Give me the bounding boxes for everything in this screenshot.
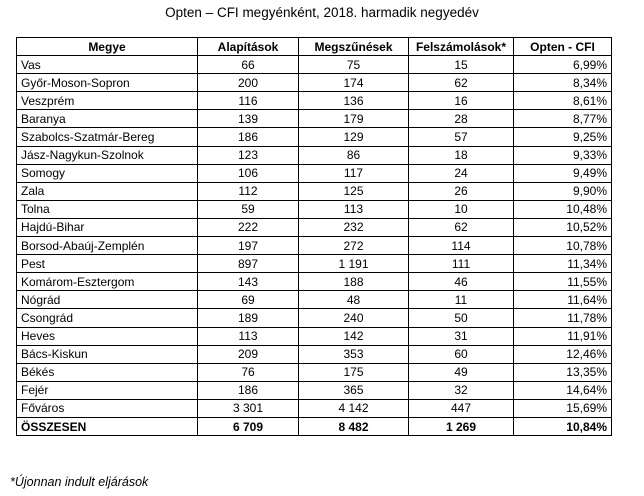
felszamolasok-cell: 28 (409, 110, 514, 128)
felszamolasok-cell: 57 (409, 128, 514, 146)
megszunesek-cell: 188 (299, 273, 409, 291)
table-row (17, 273, 612, 291)
alapitasok-cell: 76 (198, 363, 299, 381)
table-row (17, 110, 612, 128)
header-felszamolasok: Felszámolások* (409, 38, 514, 56)
cfi-cell: 14,64% (514, 381, 612, 399)
table-row (17, 255, 612, 273)
table-row (17, 381, 612, 399)
cfi-cell: 12,46% (514, 345, 612, 363)
felszamolasok-cell: 26 (409, 182, 514, 200)
megszunesek-cell: 75 (299, 56, 409, 74)
megszunesek-cell: 129 (299, 128, 409, 146)
alapitasok-cell: 143 (198, 273, 299, 291)
felszamolasok-cell: 62 (409, 74, 514, 92)
alapitasok-cell: 222 (198, 218, 299, 236)
county-name: Komárom-Esztergom (17, 273, 198, 291)
header-alapitasok: Alapítások (198, 38, 299, 56)
table-row (17, 128, 612, 146)
megszunesek-cell: 174 (299, 74, 409, 92)
alapitasok-cell: 106 (198, 164, 299, 182)
header-row (17, 38, 612, 56)
megszunesek-cell: 48 (299, 291, 409, 309)
megszunesek-cell: 175 (299, 363, 409, 381)
county-name: Csongrád (17, 309, 198, 327)
cfi-cell: 13,35% (514, 363, 612, 381)
cfi-cell: 10,48% (514, 200, 612, 218)
county-name: Békés (17, 363, 198, 381)
megszunesek-cell: 232 (299, 218, 409, 236)
table-row (17, 218, 612, 236)
alapitasok-cell: 123 (198, 146, 299, 164)
felszamolasok-cell: 111 (409, 255, 514, 273)
megszunesek-cell: 179 (299, 110, 409, 128)
table-row (17, 146, 612, 164)
alapitasok-cell: 186 (198, 381, 299, 399)
felszamolasok-cell: 60 (409, 345, 514, 363)
county-name: Győr-Moson-Sopron (17, 74, 198, 92)
county-name: Zala (17, 182, 198, 200)
header-megszunesek: Megszűnések (299, 38, 409, 56)
county-name: Somogy (17, 164, 198, 182)
alapitasok-cell: 3 301 (198, 399, 299, 417)
felszamolasok-cell: 16 (409, 92, 514, 110)
county-name: Jász-Nagykun-Szolnok (17, 146, 198, 164)
megszunesek-cell: 125 (299, 182, 409, 200)
alapitasok-cell: 897 (198, 255, 299, 273)
county-name: Tolna (17, 200, 198, 218)
megszunesek-cell: 117 (299, 164, 409, 182)
felszamolasok-cell: 24 (409, 164, 514, 182)
header-opten-cfi: Opten - CFI (514, 38, 612, 56)
alapitasok-cell: 59 (198, 200, 299, 218)
table-row (17, 182, 612, 200)
total-label: ÖSSZESEN (17, 417, 198, 435)
felszamolasok-cell: 46 (409, 273, 514, 291)
alapitasok-cell: 116 (198, 92, 299, 110)
total-alapitasok: 6 709 (198, 417, 299, 435)
alapitasok-cell: 113 (198, 327, 299, 345)
cfi-cell: 8,34% (514, 74, 612, 92)
alapitasok-cell: 189 (198, 309, 299, 327)
cfi-cell: 15,69% (514, 399, 612, 417)
felszamolasok-cell: 11 (409, 291, 514, 309)
table-row (17, 92, 612, 110)
table-title: Opten – CFI megyénként, 2018. harmadik negyedév (165, 5, 479, 20)
total-felszamolasok: 1 269 (409, 417, 514, 435)
megszunesek-cell: 4 142 (299, 399, 409, 417)
felszamolasok-cell: 15 (409, 56, 514, 74)
megszunesek-cell: 272 (299, 237, 409, 255)
table-row (17, 200, 612, 218)
megszunesek-cell: 365 (299, 381, 409, 399)
alapitasok-cell: 197 (198, 237, 299, 255)
table-row (17, 74, 612, 92)
county-name: Veszprém (17, 92, 198, 110)
table-row (17, 237, 612, 255)
cfi-cell: 8,61% (514, 92, 612, 110)
total-cfi: 10,84% (514, 417, 612, 435)
header-megye: Megye (17, 38, 198, 56)
cfi-cell: 10,78% (514, 237, 612, 255)
megszunesek-cell: 240 (299, 309, 409, 327)
felszamolasok-cell: 447 (409, 399, 514, 417)
total-row (17, 417, 612, 435)
county-name: Vas (17, 56, 198, 74)
felszamolasok-cell: 32 (409, 381, 514, 399)
megszunesek-cell: 353 (299, 345, 409, 363)
table-row (17, 309, 612, 327)
megszunesek-cell: 1 191 (299, 255, 409, 273)
county-name: Szabolcs-Szatmár-Bereg (17, 128, 198, 146)
felszamolasok-cell: 10 (409, 200, 514, 218)
county-name: Pest (17, 255, 198, 273)
cfi-cell: 9,25% (514, 128, 612, 146)
alapitasok-cell: 139 (198, 110, 299, 128)
county-name: Hajdú-Bihar (17, 218, 198, 236)
county-name: Főváros (17, 399, 198, 417)
alapitasok-cell: 209 (198, 345, 299, 363)
cfi-cell: 11,78% (514, 309, 612, 327)
county-name: Heves (17, 327, 198, 345)
alapitasok-cell: 186 (198, 128, 299, 146)
felszamolasok-cell: 31 (409, 327, 514, 345)
alapitasok-cell: 69 (198, 291, 299, 309)
felszamolasok-cell: 62 (409, 218, 514, 236)
county-name: Fejér (17, 381, 198, 399)
cfi-cell: 9,90% (514, 182, 612, 200)
table-row (17, 56, 612, 74)
alapitasok-cell: 200 (198, 74, 299, 92)
cfi-cell: 11,34% (514, 255, 612, 273)
megszunesek-cell: 86 (299, 146, 409, 164)
table-row (17, 363, 612, 381)
county-name: Nógrád (17, 291, 198, 309)
table-row (17, 399, 612, 417)
table-row (17, 291, 612, 309)
cfi-cell: 8,77% (514, 110, 612, 128)
alapitasok-cell: 112 (198, 182, 299, 200)
table-row (17, 345, 612, 363)
county-name: Bács-Kiskun (17, 345, 198, 363)
felszamolasok-cell: 50 (409, 309, 514, 327)
total-megszunesek: 8 482 (299, 417, 409, 435)
cfi-cell: 11,64% (514, 291, 612, 309)
footnote: *Újonnan indult eljárások (10, 475, 149, 489)
megszunesek-cell: 113 (299, 200, 409, 218)
cfi-cell: 9,33% (514, 146, 612, 164)
felszamolasok-cell: 18 (409, 146, 514, 164)
cfi-cell: 11,91% (514, 327, 612, 345)
county-name: Borsod-Abaúj-Zemplén (17, 237, 198, 255)
cfi-cell: 10,52% (514, 218, 612, 236)
megszunesek-cell: 142 (299, 327, 409, 345)
megszunesek-cell: 136 (299, 92, 409, 110)
cfi-table (16, 37, 612, 436)
table-row (17, 164, 612, 182)
felszamolasok-cell: 49 (409, 363, 514, 381)
table-row (17, 327, 612, 345)
felszamolasok-cell: 114 (409, 237, 514, 255)
cfi-cell: 6,99% (514, 56, 612, 74)
cfi-cell: 11,55% (514, 273, 612, 291)
cfi-cell: 9,49% (514, 164, 612, 182)
county-name: Baranya (17, 110, 198, 128)
alapitasok-cell: 66 (198, 56, 299, 74)
